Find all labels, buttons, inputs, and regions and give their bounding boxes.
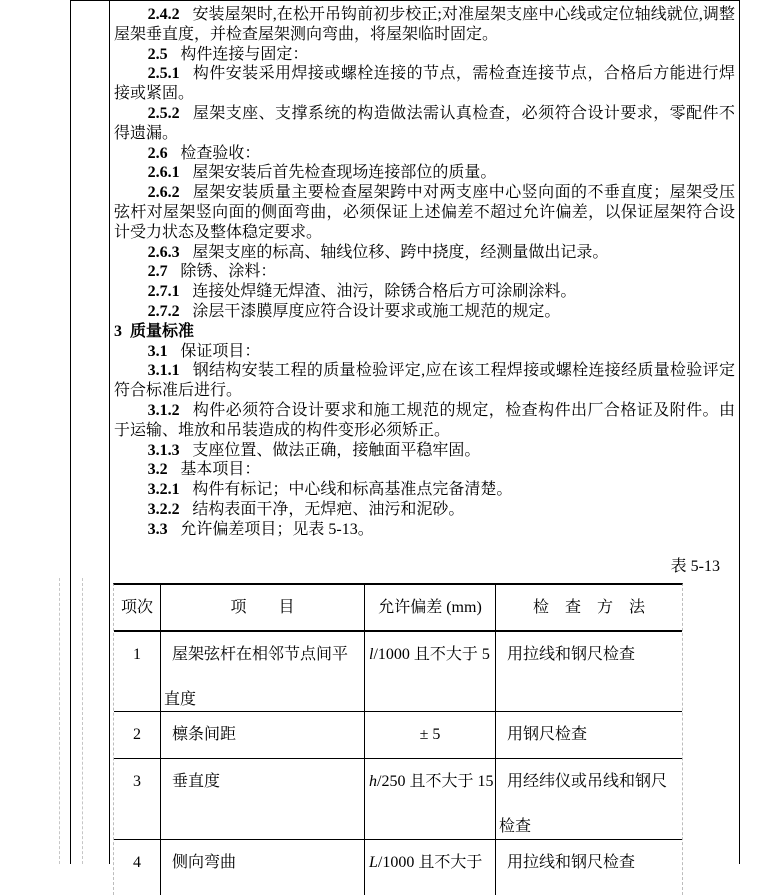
clause-number: 3.2.1 (147, 481, 180, 499)
clause-number: 2.7 (147, 263, 168, 281)
cell-check-method: 用拉线和钢尺检查 (507, 854, 636, 871)
clause-text: 基本项目： (180, 461, 261, 479)
clause-text: 涂层干漆膜厚度应符合设计要求或施工规范的规定。 (192, 302, 561, 320)
clause-text: 安装屋架时,在松开吊钩前初步校正;对准屋架支座中心线或定位轴线就位,调整屋架垂直度，并检查屋架测向弯曲，将屋架临时固定。 (114, 6, 735, 43)
cell-tolerance (365, 840, 496, 895)
clause-paragraph (114, 401, 735, 441)
page-left-outer-border (70, 0, 71, 864)
clause-paragraph (114, 520, 735, 540)
clause-text: 构件连接与固定： (180, 45, 309, 63)
clause-number: 2.7.1 (147, 283, 180, 301)
cell-item-name: 檩条间距 (161, 712, 365, 759)
cell-item-no: 1 (114, 632, 161, 712)
tolerance-value: ± 5 (419, 726, 441, 743)
cell-item-name: 屋架弦杆在相邻节点间平直度 (161, 632, 365, 712)
clause-number: 3.2 (147, 461, 168, 479)
clause-text: 屋架安装质量主要检查屋架跨中对两支座中心竖向面的不垂直度；屋架受压弦杆对屋架竖向面的侧面弯曲，必须保证上述偏差不超过允许偏差，以保证屋架符合设计受力状态及整体稳定要求。 (114, 184, 735, 241)
cell-item-no: 3 (114, 759, 161, 840)
table-caption: 表 5-13 (670, 558, 720, 575)
clause-text: 保证项目： (180, 342, 261, 360)
clause-paragraph (114, 104, 735, 144)
clause-number: 2.6.1 (147, 164, 180, 182)
col-header-method (496, 585, 682, 632)
clause-paragraph (114, 441, 735, 461)
clause-paragraph (114, 500, 735, 520)
clause-number: 2.6 (147, 144, 168, 162)
tolerance-variable: L (369, 854, 378, 871)
clause-text: 除锈、涂料： (180, 263, 277, 281)
clause-paragraph (114, 45, 735, 65)
clause-paragraph (114, 64, 735, 104)
clause-text: 支座位置、做法正确，接触面平稳牢固。 (192, 441, 481, 459)
cell-check-method: 用钢尺检查 (496, 712, 682, 759)
section-heading (114, 322, 735, 342)
clause-text: 检查验收： (180, 144, 261, 162)
clause-paragraph (114, 480, 735, 500)
clause-paragraph (114, 243, 735, 263)
clause-number: 2.7.2 (147, 302, 180, 320)
clause-text: 屋架安装后首先检查现场连接部位的质量。 (192, 164, 497, 182)
cell-item-name: 垂直度 (161, 759, 365, 840)
tolerance-value: /1000 且不大于 5 (373, 646, 490, 663)
header-cell-text: 允许偏差 (mm) (378, 599, 482, 616)
clause-number: 3.1.3 (147, 441, 180, 459)
table-row (114, 840, 682, 895)
page-right-border (739, 0, 740, 864)
cell-item-no: 4 (114, 840, 161, 895)
clause-text: 构件必须符合设计要求和施工规范的规定，检查构件出厂合格证及附件。由于运输、堆放和吊装造成的构件变形必须矫正。 (114, 401, 735, 439)
cell-tolerance (365, 632, 496, 712)
clause-number: 3 (114, 322, 122, 340)
clause-paragraph (114, 282, 735, 302)
col-header-tolerance (365, 585, 496, 632)
clause-paragraph (114, 262, 735, 282)
table-row (114, 632, 682, 712)
table-row (114, 712, 682, 759)
clause-paragraph (114, 163, 735, 183)
clause-text: 构件安装采用焊接或螺栓连接的节点，需检查连接节点，合格后方能进行焊接或紧固。 (114, 65, 735, 103)
clause-text: 连接处焊缝无焊渣、油污，除锈合格后方可涂刷涂料。 (192, 283, 577, 301)
col-header-index (114, 585, 161, 632)
tolerance-value: /250 且不大于 15 (377, 773, 494, 790)
hidden-gridline-left-2 (82, 578, 83, 864)
clause-number: 3.1 (147, 342, 168, 360)
cell-tolerance (365, 759, 496, 840)
clause-number: 2.5.1 (147, 65, 180, 83)
cell-check-method: 用拉线和钢尺检查 (496, 632, 682, 712)
tolerance-value: /1000 且不大于 (377, 854, 483, 871)
clause-text: 质量标准 (130, 322, 195, 340)
clause-number: 3.2.2 (147, 500, 180, 518)
tolerance-variable: l (369, 646, 374, 663)
table-body (114, 632, 682, 895)
clause-number: 2.5 (147, 45, 168, 63)
clause-text: 屋架支座、支撑系统的构造做法需认真检查，必须符合设计要求，零配件不得遗漏。 (114, 104, 735, 142)
clause-paragraph (114, 183, 735, 242)
clause-text: 结构表面干净，无焊疤、油污和泥砂。 (192, 500, 465, 518)
clause-number: 3.3 (147, 520, 168, 538)
col-header-item (161, 585, 365, 632)
clause-number: 2.5.2 (147, 104, 180, 122)
tolerance-table (113, 583, 683, 895)
clause-paragraph (114, 302, 735, 322)
clause-number: 2.6.2 (147, 184, 180, 202)
clause-text: 屋架支座的标高、轴线位移、跨中挠度，经测量做出记录。 (192, 243, 609, 261)
clause-paragraph (114, 342, 735, 362)
header-cell-text: 检 查 方 法 (532, 599, 645, 616)
tolerance-variable: h (369, 773, 377, 790)
clause-number: 2.6.3 (147, 243, 180, 261)
cell-item-name: 侧向弯曲 (161, 840, 365, 895)
table-header (114, 585, 682, 632)
clause-text: 允许偏差项目；见表 5-13。 (180, 520, 374, 538)
cell-tolerance (365, 712, 496, 759)
clause-paragraph (114, 460, 735, 480)
document-body (114, 5, 735, 540)
clause-number: 2.4.2 (147, 6, 180, 23)
page-left-inner-border (109, 0, 110, 864)
cell-check-method: 用经纬仪或吊线和钢尺检查 (496, 759, 682, 840)
hidden-gridline-left-1 (59, 578, 60, 864)
clause-paragraph (114, 144, 735, 164)
clause-paragraph (114, 361, 735, 401)
clause-number: 3.1.1 (147, 362, 180, 380)
header-cell-text: 项 目 (230, 599, 295, 616)
clause-number: 3.1.2 (147, 401, 180, 419)
clause-text: 钢结构安装工程的质量检验评定,应在该工程焊接或螺栓连接经质量检验评定符合标准后进行。 (114, 362, 735, 400)
table-header-row (114, 585, 682, 632)
clause-text: 构件有标记；中心线和标高基准点完备清楚。 (192, 481, 513, 499)
header-cell-text: 项次 (120, 599, 153, 616)
cell-item-no: 2 (114, 712, 161, 759)
clause-paragraph (114, 5, 735, 45)
page-top-border (70, 0, 740, 1)
table-row (114, 759, 682, 840)
